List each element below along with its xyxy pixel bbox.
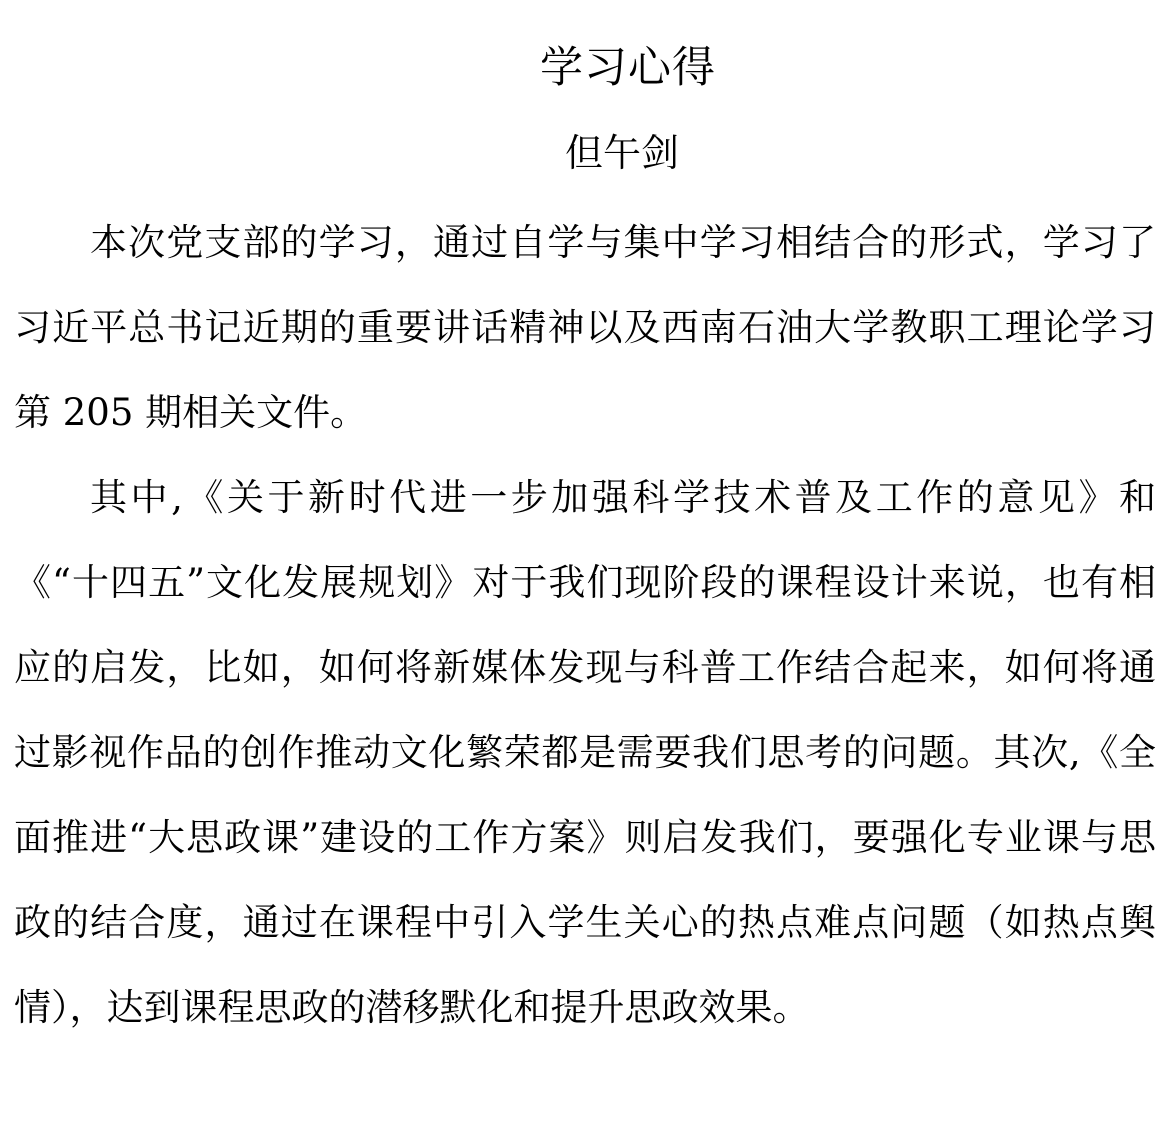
author-name: 但午剑 — [564, 131, 679, 175]
document-title: 学习心得 — [540, 43, 716, 93]
document-body — [14, 200, 1156, 1050]
paragraph-1: 本次党支部的学习，通过自学与集中学习相结合的形式，学习了习近平总书记近期的重要讲话精神以及西南石油大学教职工理论学习第 205 期相关文件。 — [14, 221, 1156, 434]
paragraph-2: 其中,《关于新时代进一步加强科学技术普及工作的意见》和《“十四五”文化发展规划》对于我们现阶段的课程设计来说，也有相应的启发，比如，如何将新媒体发现与科普工作结合起来，如何将通过影视作品的创作推动文化繁荣都是需要我们思考的问题。其次,《全面推进“大思政课”建设的工作方案》则启发我们，要强化专业课与思政的结合度，通过在课程中引入学生关心的热点难点问题（如热点舆情），达到课程思政的潜移默化和提升思政效果。 — [14, 476, 1156, 1029]
